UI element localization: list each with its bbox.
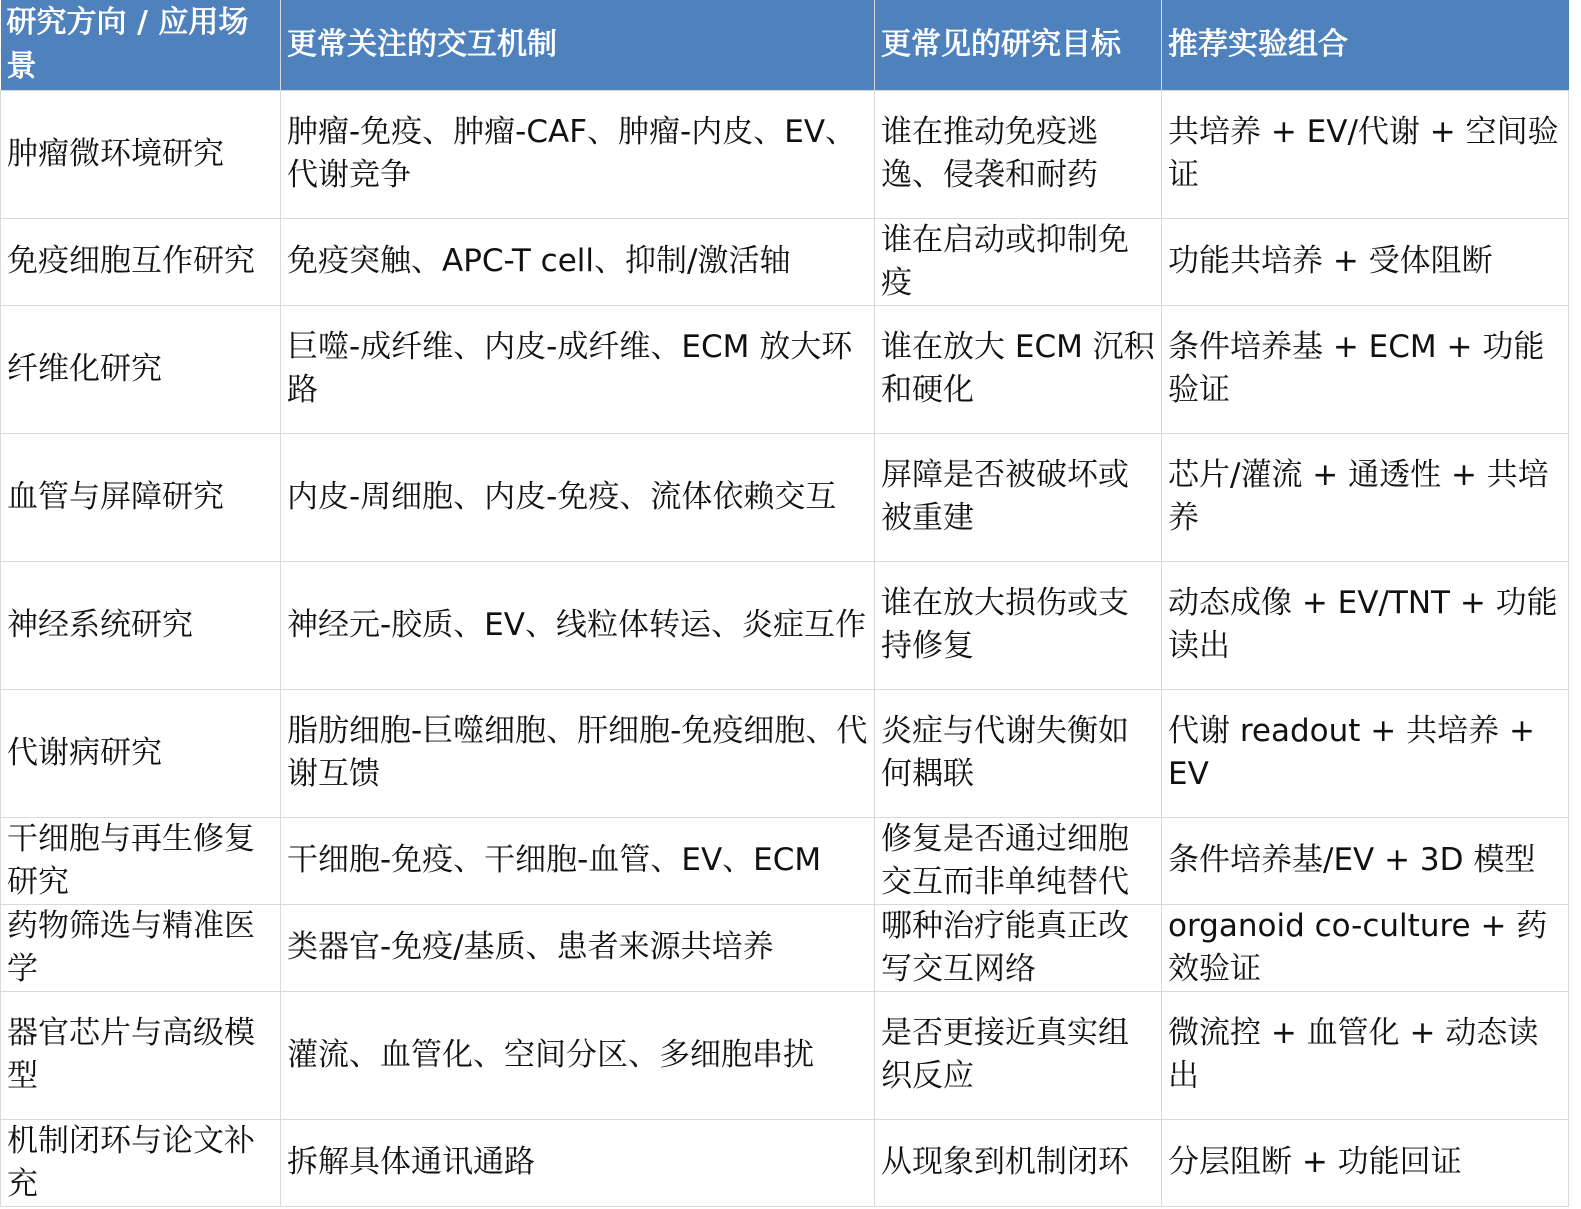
- table-cell[interactable]: 血管与屏障研究: [1, 433, 281, 561]
- table-cell[interactable]: 器官芯片与高级模型: [1, 991, 281, 1119]
- table-cell[interactable]: 机制闭环与论文补充: [1, 1119, 281, 1206]
- table-cell[interactable]: 功能共培养 + 受体阻断: [1162, 218, 1569, 305]
- table-cell[interactable]: 动态成像 + EV/TNT + 功能读出: [1162, 561, 1569, 689]
- table-cell[interactable]: 谁在推动免疫逃逸、侵袭和耐药: [875, 90, 1162, 218]
- table-cell[interactable]: 条件培养基/EV + 3D 模型: [1162, 817, 1569, 904]
- table-cell[interactable]: 共培养 + EV/代谢 + 空间验证: [1162, 90, 1569, 218]
- table-cell[interactable]: 谁在放大 ECM 沉积和硬化: [875, 305, 1162, 433]
- table-cell[interactable]: 从现象到机制闭环: [875, 1119, 1162, 1206]
- table-row: [1, 689, 1569, 817]
- table-cell[interactable]: 巨噬-成纤维、内皮-成纤维、ECM 放大环路: [281, 305, 875, 433]
- table-cell[interactable]: 代谢病研究: [1, 689, 281, 817]
- table-cell[interactable]: 屏障是否被破坏或被重建: [875, 433, 1162, 561]
- table-cell[interactable]: 是否更接近真实组织反应: [875, 991, 1162, 1119]
- table-row: [1, 305, 1569, 433]
- table-cell[interactable]: 微流控 + 血管化 + 动态读出: [1162, 991, 1569, 1119]
- table-row: [1, 1119, 1569, 1206]
- table-cell[interactable]: 纤维化研究: [1, 305, 281, 433]
- table-cell[interactable]: 干细胞与再生修复研究: [1, 817, 281, 904]
- table-cell[interactable]: 哪种治疗能真正改写交互网络: [875, 904, 1162, 991]
- table-cell[interactable]: 分层阻断 + 功能回证: [1162, 1119, 1569, 1206]
- table-cell[interactable]: 谁在放大损伤或支持修复: [875, 561, 1162, 689]
- table-cell[interactable]: 药物筛选与精准医学: [1, 904, 281, 991]
- header-row: [1, 0, 1569, 90]
- table-cell[interactable]: 谁在启动或抑制免疫: [875, 218, 1162, 305]
- table-cell[interactable]: 芯片/灌流 + 通透性 + 共培养: [1162, 433, 1569, 561]
- table-cell[interactable]: 修复是否通过细胞交互而非单纯替代: [875, 817, 1162, 904]
- table-cell[interactable]: 肿瘤-免疫、肿瘤-CAF、肿瘤-内皮、EV、代谢竞争: [281, 90, 875, 218]
- table-cell[interactable]: 内皮-周细胞、内皮-免疫、流体依赖交互: [281, 433, 875, 561]
- table-cell[interactable]: 类器官-免疫/基质、患者来源共培养: [281, 904, 875, 991]
- table-cell[interactable]: organoid co-culture + 药效验证: [1162, 904, 1569, 991]
- table-row: [1, 433, 1569, 561]
- table-row: [1, 218, 1569, 305]
- table-cell[interactable]: 条件培养基 + ECM + 功能验证: [1162, 305, 1569, 433]
- table-cell[interactable]: 灌流、血管化、空间分区、多细胞串扰: [281, 991, 875, 1119]
- table-row: [1, 817, 1569, 904]
- table-row: [1, 904, 1569, 991]
- header-cell-experiment: 推荐实验组合: [1162, 0, 1569, 90]
- header-cell-mechanism: 更常关注的交互机制: [281, 0, 875, 90]
- table-cell[interactable]: 免疫细胞互作研究: [1, 218, 281, 305]
- table-cell[interactable]: 肿瘤微环境研究: [1, 90, 281, 218]
- table-cell[interactable]: 拆解具体通讯通路: [281, 1119, 875, 1206]
- table-cell[interactable]: 脂肪细胞-巨噬细胞、肝细胞-免疫细胞、代谢互馈: [281, 689, 875, 817]
- header-cell-goal: 更常见的研究目标: [875, 0, 1162, 90]
- table-cell[interactable]: 神经元-胶质、EV、线粒体转运、炎症互作: [281, 561, 875, 689]
- table-row: [1, 561, 1569, 689]
- table-cell[interactable]: 代谢 readout + 共培养 + EV: [1162, 689, 1569, 817]
- table-cell[interactable]: 神经系统研究: [1, 561, 281, 689]
- table-row: [1, 991, 1569, 1119]
- header-cell-direction: 研究方向 / 应用场景: [1, 0, 281, 90]
- table-cell[interactable]: 干细胞-免疫、干细胞-血管、EV、ECM: [281, 817, 875, 904]
- table-cell[interactable]: 炎症与代谢失衡如何耦联: [875, 689, 1162, 817]
- table-cell[interactable]: 免疫突触、APC-T cell、抑制/激活轴: [281, 218, 875, 305]
- table-row: [1, 90, 1569, 218]
